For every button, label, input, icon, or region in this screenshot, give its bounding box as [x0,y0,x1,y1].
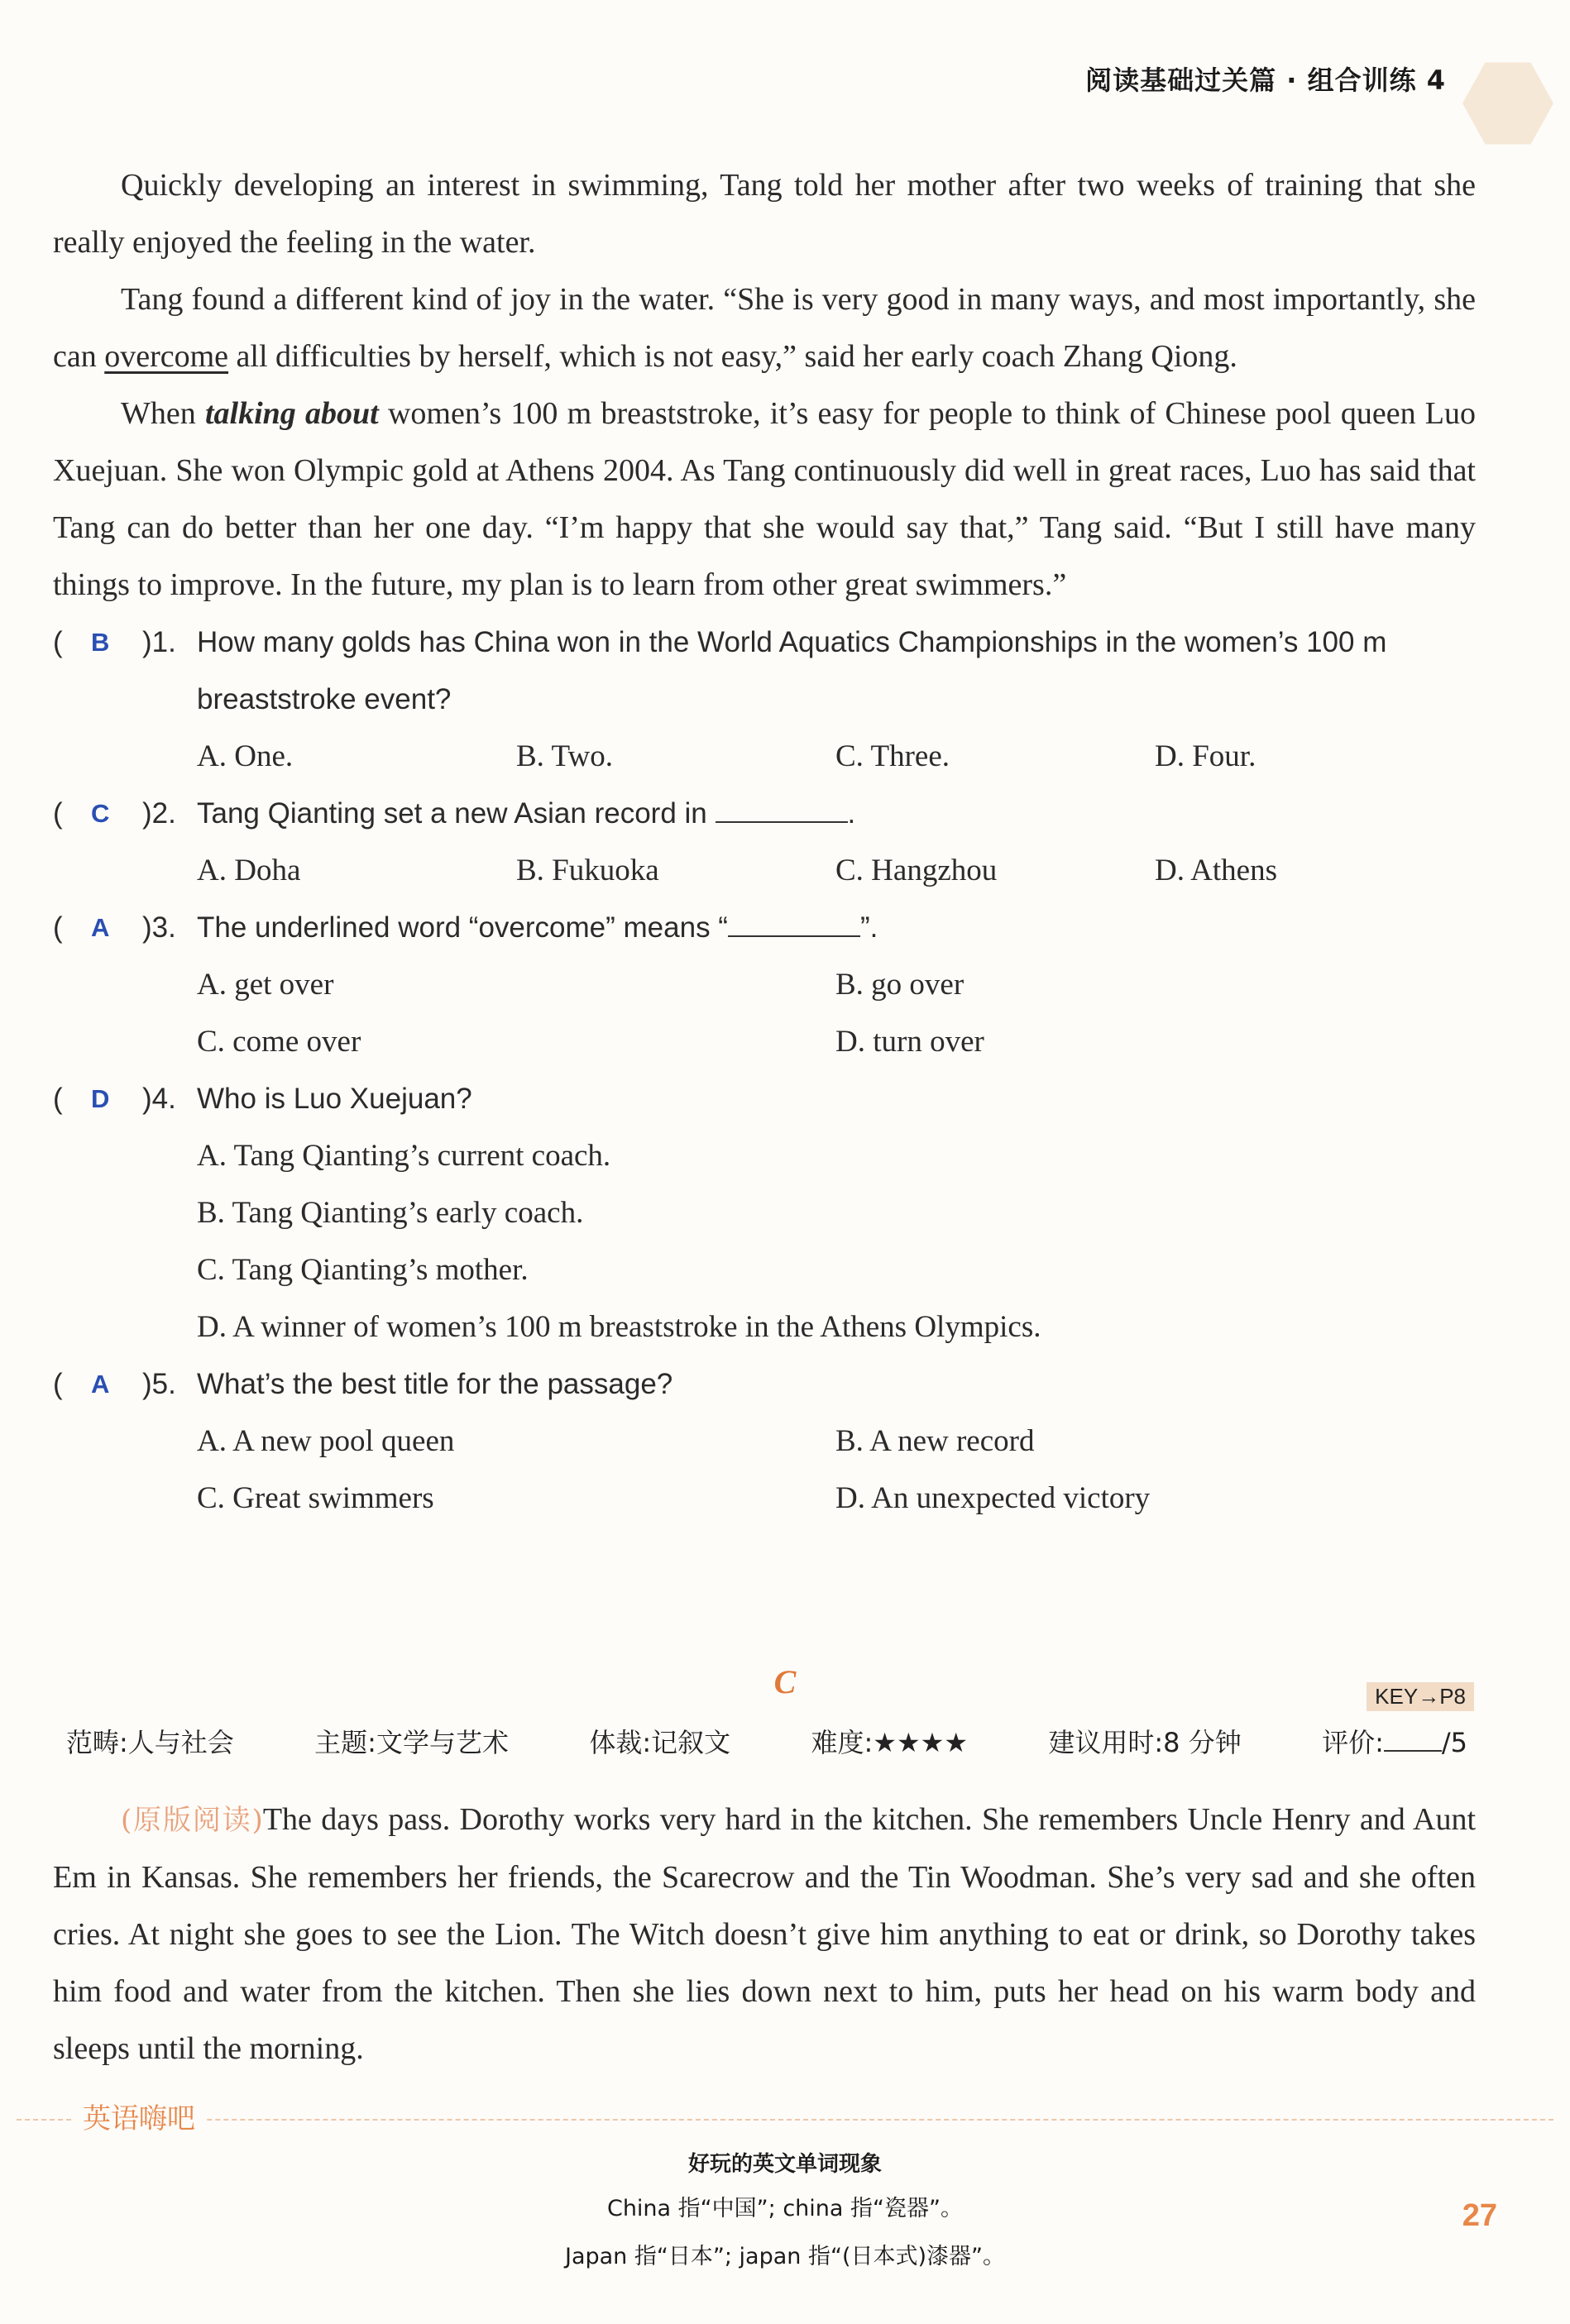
option-a[interactable]: A. A new pool queen [197,1424,455,1458]
text-run: women’s 100 m breaststroke, it’s easy for people to think of Chinese pool queen Luo Xuejuan. She won Olympic gold at Athens 2004. As Tang continuously did well in great races, Luo has said that Tang can do better than her one day. “I’m happy that she would say that,” Tang said. “But I still have many things to improve. In the future, my plan is to learn from other great swimmers.” [53,396,1477,602]
option-d[interactable]: D. turn over [835,1025,984,1059]
meta-genre: 体裁:记叙文 [589,1727,731,1758]
question-number: )5. [142,1368,176,1400]
text-run: . [847,797,856,830]
option-c[interactable]: C. Three. [835,739,950,773]
meta-score: 评价: /5 [1322,1727,1467,1758]
text-run: Tang found a different kind of joy in the water. “She is very good in many ways, and most importantly, she can [53,282,1476,374]
option-a[interactable]: A. Tang Qianting’s current coach. [197,1139,611,1173]
answer-mark: A [91,1370,110,1399]
meta-domain: 范畴:人与社会 [66,1727,234,1758]
option-a[interactable]: A. Doha [197,854,301,887]
header-decoration [1462,58,1553,149]
page-number: 27 [1462,2198,1497,2233]
option-c[interactable]: C. Great swimmers [197,1481,434,1515]
options-row [53,1013,1476,1070]
answer-bracket: ( [53,911,63,944]
option-c[interactable]: C. Tang Qianting’s mother. [197,1253,529,1287]
options-row [53,842,1476,899]
answer-bracket: ( [53,1368,63,1400]
original-reading-tag: (原版阅读) [121,1804,263,1837]
option-d[interactable]: D. An unexpected victory [835,1481,1151,1515]
text-run: ”. [859,911,878,944]
answer-bracket: ( [53,1083,63,1115]
question-2 [53,785,1476,842]
text-run: The days pass. Dorothy works very hard in the kitchen. She remembers Uncle Henry and Aunt Em in Kansas. She remembers her friends, the Scarecrow and the Tin Woodman. She’s very sad and she often cries. At night she goes to see the Lion. The Witch doesn’t give him anything to eat or drink, so Dorothy takes him food and water from the kitchen. Then she lies down next to him, puts her head on his warm body and sleeps until the morning. [53,1802,1477,2066]
answer-mark: B [91,628,110,657]
answer-blank[interactable] [716,796,848,823]
passage-c-paragraph [53,1791,1476,2078]
page-header-title: 阅读基础过关篇 · 组合训练 4 [1085,65,1446,96]
question-text-continued: breaststroke event? [197,683,452,715]
options-row [53,1470,1476,1527]
question-text: What’s the best title for the passage? [197,1368,673,1400]
question-5 [53,1356,1476,1413]
answer-mark: C [91,799,110,828]
question-number: )2. [142,797,176,830]
passage-c [53,1791,1476,2078]
answer-bracket: ( [53,626,63,658]
score-blank[interactable] [1384,1725,1442,1752]
answer-bracket: ( [53,797,63,830]
answer-mark: D [91,1084,110,1113]
footer-line-1: China 指“中国”; china 指“瓷器”。 [606,2196,964,2221]
section-c-heading: C [773,1663,797,1700]
meta-time: 建议用时:8 分钟 [1048,1727,1242,1758]
answer-key-link[interactable]: KEY→P8 [1367,1682,1474,1711]
options-row [53,1413,1476,1470]
text-run: When [121,396,205,431]
option-b[interactable]: B. Tang Qianting’s early coach. [197,1196,584,1230]
question-number: )1. [142,626,176,658]
text-run: all difficulties by herself, which is not easy,” said her early coach Zhang Qiong. [228,339,1237,374]
option-c[interactable]: C. Hangzhou [835,854,998,887]
footer-divider [17,2119,1553,2121]
option-d[interactable]: D. Athens [1155,854,1277,887]
option-b[interactable]: B. A new record [835,1424,1035,1458]
question-number: )4. [142,1083,176,1115]
option-b[interactable]: B. go over [835,968,964,1002]
option-d[interactable]: D. Four. [1155,739,1256,773]
answer-blank[interactable] [728,911,860,937]
passage-paragraph-3 [53,385,1476,614]
question-3 [53,899,1476,956]
passage-meta-bar [66,1722,1467,1760]
footer-title: 好玩的英文单词现象 [687,2152,882,2177]
meta-difficulty: 难度:★★★★ [811,1727,969,1758]
option-a[interactable]: A. One. [197,739,294,773]
answer-mark: A [91,913,110,942]
option-a[interactable]: A. get over [197,968,334,1002]
passage-paragraph-2 [53,271,1476,385]
underlined-word: overcome [104,339,229,374]
footer-line-2: Japan 指“日本”; japan 指“(日本式)漆器”。 [564,2244,1005,2269]
question-number: )3. [142,911,176,944]
question-1 [53,614,1476,671]
footer-brand: 英语嗨吧 [73,2096,205,2136]
question-text: The underlined word “overcome” means “ [197,911,728,944]
options-row [53,956,1476,1013]
option-b[interactable]: B. Two. [516,739,613,773]
question-text: Tang Qianting set a new Asian record in [197,797,707,830]
option-c[interactable]: C. come over [197,1025,361,1059]
question-4 [53,1070,1476,1127]
option-b[interactable]: B. Fukuoka [516,854,659,887]
option-d[interactable]: D. A winner of women’s 100 m breaststroke in the Athens Olympics. [197,1310,1041,1344]
options-row [53,728,1476,785]
meta-theme: 主题:文学与艺术 [314,1727,509,1758]
question-text: How many golds has China won in the World Aquatics Championships in the women’s 100 m [197,626,1387,658]
question-text: Who is Luo Xuejuan? [197,1083,472,1115]
passage-b [53,157,1476,1527]
bold-phrase: talking about [204,396,379,431]
passage-paragraph-1: Quickly developing an interest in swimming, Tang told her mother after two weeks of training that she really enjoyed the feeling in the water. [53,168,1476,260]
